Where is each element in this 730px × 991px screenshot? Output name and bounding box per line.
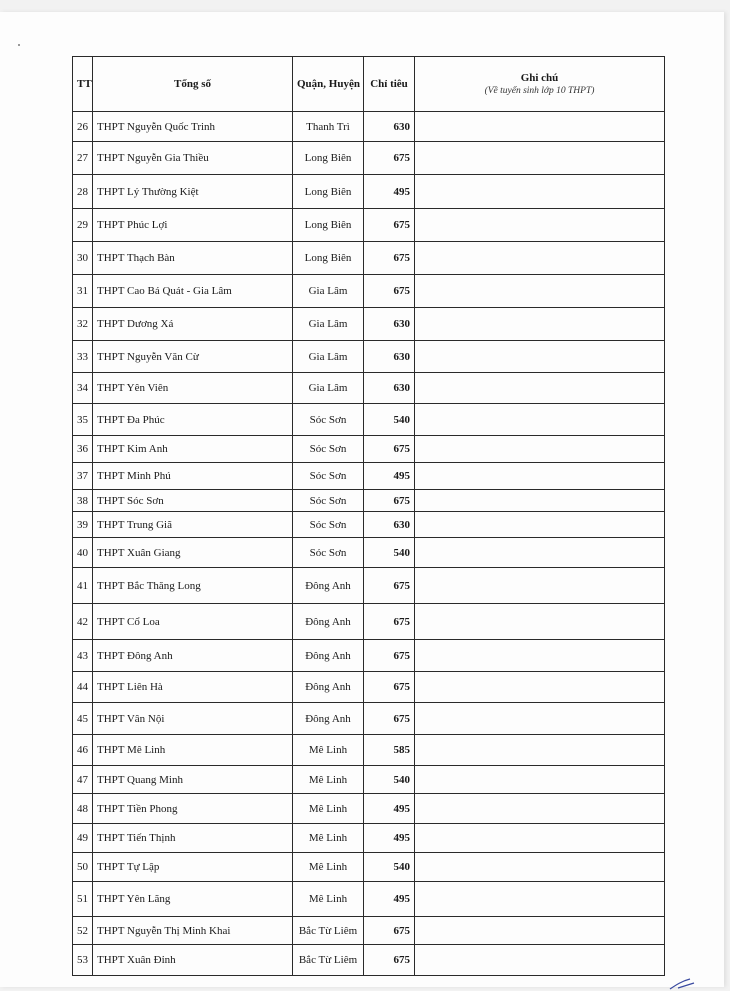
row-quota: 675 [364,209,415,242]
row-tt: 30 [73,242,93,275]
table-row [73,242,665,275]
table-row [73,824,665,853]
row-note [415,275,665,308]
row-quota: 495 [364,824,415,853]
row-school-name: THPT Cổ Loa [93,604,293,640]
row-district: Long Biên [293,242,364,275]
row-district: Mê Linh [293,824,364,853]
row-district: Sóc Sơn [293,490,364,512]
row-tt: 32 [73,308,93,341]
row-tt: 31 [73,275,93,308]
table-row [73,640,665,672]
row-school-name: THPT Bắc Thăng Long [93,568,293,604]
table-row [73,882,665,917]
row-note [415,490,665,512]
row-tt: 28 [73,175,93,209]
row-tt: 43 [73,640,93,672]
row-school-name: THPT Liên Hà [93,672,293,703]
table-row [73,341,665,373]
row-school-name: THPT Yên Lãng [93,882,293,917]
row-tt: 33 [73,341,93,373]
row-district: Thanh Trì [293,112,364,142]
row-tt: 42 [73,604,93,640]
row-district: Bắc Từ Liêm [293,945,364,976]
row-tt: 39 [73,512,93,538]
row-district: Sóc Sơn [293,512,364,538]
row-tt: 38 [73,490,93,512]
row-district: Đông Anh [293,604,364,640]
page-speck [18,44,20,46]
row-district: Bắc Từ Liêm [293,917,364,945]
row-quota: 675 [364,672,415,703]
row-quota: 540 [364,853,415,882]
row-school-name: THPT Xuân Đỉnh [93,945,293,976]
row-note [415,463,665,490]
row-school-name: THPT Minh Phú [93,463,293,490]
document-page [0,12,724,987]
row-note [415,945,665,976]
row-school-name: THPT Yên Viên [93,373,293,404]
row-note [415,640,665,672]
row-district: Sóc Sơn [293,436,364,463]
row-note [415,824,665,853]
row-quota: 675 [364,242,415,275]
row-tt: 52 [73,917,93,945]
row-district: Đông Anh [293,568,364,604]
row-tt: 48 [73,794,93,824]
table-row [73,308,665,341]
row-quota: 675 [364,142,415,175]
row-quota: 495 [364,882,415,917]
header-tt: TT [73,57,93,112]
header-name: Tổng số [93,57,293,112]
signature-mark [668,977,698,991]
row-school-name: THPT Nguyễn Thị Minh Khai [93,917,293,945]
table-row [73,436,665,463]
row-quota: 675 [364,275,415,308]
row-district: Gia Lâm [293,308,364,341]
header-quota: Chỉ tiêu [364,57,415,112]
table-body [73,112,665,976]
row-note [415,512,665,538]
row-quota: 495 [364,794,415,824]
row-quota: 675 [364,703,415,735]
row-district: Gia Lâm [293,275,364,308]
row-note [415,209,665,242]
row-school-name: THPT Tự Lập [93,853,293,882]
row-note [415,242,665,275]
table-row [73,538,665,568]
row-district: Gia Lâm [293,341,364,373]
header-note [415,57,665,112]
row-tt: 44 [73,672,93,703]
row-tt: 37 [73,463,93,490]
row-note [415,404,665,436]
enrollment-quota-table [72,56,665,976]
row-quota: 540 [364,766,415,794]
row-school-name: THPT Mê Linh [93,735,293,766]
row-district: Mê Linh [293,766,364,794]
row-tt: 49 [73,824,93,853]
row-quota: 630 [364,373,415,404]
row-quota: 675 [364,568,415,604]
row-school-name: THPT Quang Minh [93,766,293,794]
row-tt: 53 [73,945,93,976]
row-school-name: THPT Kim Anh [93,436,293,463]
row-note [415,766,665,794]
row-quota: 675 [364,490,415,512]
row-school-name: THPT Đông Anh [93,640,293,672]
row-note [415,341,665,373]
row-quota: 630 [364,341,415,373]
table-row [73,512,665,538]
row-tt: 51 [73,882,93,917]
row-district: Mê Linh [293,853,364,882]
table-row [73,490,665,512]
table-row [73,917,665,945]
table-row [73,703,665,735]
row-quota: 630 [364,512,415,538]
row-note [415,604,665,640]
row-school-name: THPT Cao Bá Quát - Gia Lâm [93,275,293,308]
row-school-name: THPT Phúc Lợi [93,209,293,242]
row-school-name: THPT Trung Giã [93,512,293,538]
row-note [415,568,665,604]
row-district: Gia Lâm [293,373,364,404]
row-tt: 47 [73,766,93,794]
row-quota: 585 [364,735,415,766]
row-quota: 495 [364,175,415,209]
row-quota: 540 [364,404,415,436]
table-row [73,735,665,766]
row-school-name: THPT Xuân Giang [93,538,293,568]
row-district: Mê Linh [293,794,364,824]
row-quota: 675 [364,604,415,640]
row-tt: 41 [73,568,93,604]
header-note-subtitle: (Về tuyển sinh lớp 10 THPT) [484,86,595,96]
row-note [415,703,665,735]
row-quota: 675 [364,917,415,945]
row-quota: 675 [364,945,415,976]
row-quota: 540 [364,538,415,568]
row-tt: 46 [73,735,93,766]
table-row [73,794,665,824]
row-quota: 675 [364,436,415,463]
row-quota: 495 [364,463,415,490]
table-row [73,604,665,640]
row-quota: 630 [364,112,415,142]
table-row [73,275,665,308]
table-row [73,463,665,490]
row-district: Sóc Sơn [293,463,364,490]
row-note [415,436,665,463]
row-tt: 26 [73,112,93,142]
row-tt: 35 [73,404,93,436]
row-district: Mê Linh [293,882,364,917]
row-school-name: THPT Thạch Bàn [93,242,293,275]
table-row [73,112,665,142]
row-district: Long Biên [293,209,364,242]
row-tt: 34 [73,373,93,404]
row-tt: 27 [73,142,93,175]
table-row [73,175,665,209]
header-note-title: Ghi chú [520,72,559,84]
row-school-name: THPT Sóc Sơn [93,490,293,512]
row-district: Sóc Sơn [293,538,364,568]
row-district: Long Biên [293,175,364,209]
row-tt: 50 [73,853,93,882]
row-tt: 45 [73,703,93,735]
row-school-name: THPT Nguyễn Văn Cừ [93,341,293,373]
row-district: Đông Anh [293,640,364,672]
table-row [73,945,665,976]
table-row [73,373,665,404]
row-school-name: THPT Tiền Phong [93,794,293,824]
row-district: Đông Anh [293,703,364,735]
row-note [415,672,665,703]
row-school-name: THPT Nguyễn Quốc Trinh [93,112,293,142]
row-district: Sóc Sơn [293,404,364,436]
table-row [73,853,665,882]
row-note [415,142,665,175]
row-note [415,373,665,404]
header-district: Quận, Huyện [293,57,364,112]
row-quota: 630 [364,308,415,341]
row-note [415,308,665,341]
table-row [73,672,665,703]
row-note [415,794,665,824]
row-note [415,175,665,209]
row-tt: 36 [73,436,93,463]
row-school-name: THPT Tiến Thịnh [93,824,293,853]
table-row [73,568,665,604]
row-district: Mê Linh [293,735,364,766]
row-school-name: THPT Đa Phúc [93,404,293,436]
table-row [73,766,665,794]
row-school-name: THPT Nguyễn Gia Thiều [93,142,293,175]
row-note [415,735,665,766]
row-district: Đông Anh [293,672,364,703]
row-district: Long Biên [293,142,364,175]
table-row [73,142,665,175]
row-quota: 675 [364,640,415,672]
row-note [415,112,665,142]
row-tt: 40 [73,538,93,568]
row-school-name: THPT Vân Nội [93,703,293,735]
row-school-name: THPT Dương Xá [93,308,293,341]
row-note [415,538,665,568]
row-school-name: THPT Lý Thường Kiệt [93,175,293,209]
row-note [415,853,665,882]
row-tt: 29 [73,209,93,242]
row-note [415,917,665,945]
table-row [73,209,665,242]
table-header-row [73,57,665,112]
row-note [415,882,665,917]
table-row [73,404,665,436]
